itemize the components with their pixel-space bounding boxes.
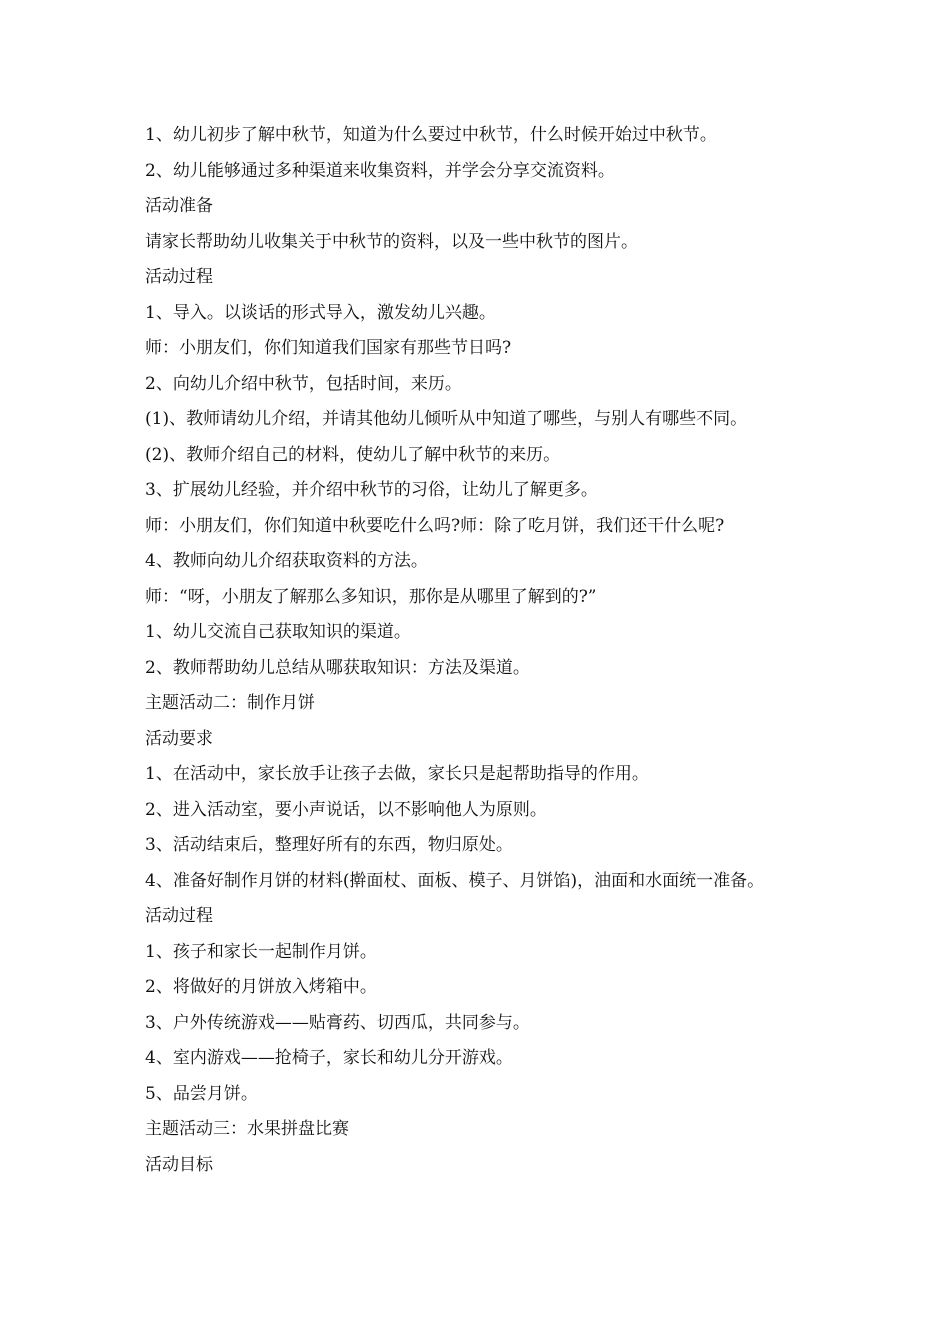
text-line: 1、孩子和家长一起制作月饼。: [145, 941, 377, 962]
section-heading: 活动目标: [145, 1154, 213, 1175]
text-line: 1、幼儿交流自己获取知识的渠道。: [145, 622, 411, 642]
section-heading: 活动过程: [145, 267, 213, 287]
section-heading: 活动准备: [145, 196, 213, 216]
text-line: 2、向幼儿介绍中秋节，包括时间，来历。: [145, 373, 462, 394]
section-heading: 主题活动三：水果拼盘比赛: [145, 1119, 349, 1139]
text-line: 5、品尝月饼。: [145, 1083, 258, 1104]
text-line: 4、室内游戏——抢椅子，家长和幼儿分开游戏。: [145, 1048, 513, 1068]
section-heading: 主题活动二：制作月饼: [145, 693, 315, 713]
section-heading: 活动过程: [145, 906, 213, 926]
text-line: 师：小朋友们，你们知道我们国家有那些节日吗?: [145, 338, 512, 358]
text-line: (1)、教师请幼儿介绍，并请其他幼儿倾听从中知道了哪些，与别人有哪些不同。: [145, 409, 748, 429]
text-line: (2)、教师介绍自己的材料，使幼儿了解中秋节的来历。: [145, 444, 561, 465]
document-body: [145, 118, 825, 1183]
text-line: 请家长帮助幼儿收集关于中秋节的资料，以及一些中秋节的图片。: [145, 231, 638, 252]
text-line: 3、扩展幼儿经验，并介绍中秋节的习俗，让幼儿了解更多。: [145, 480, 598, 500]
text-line: 1、在活动中，家长放手让孩子去做，家长只是起帮助指导的作用。: [145, 764, 649, 784]
text-line: 2、幼儿能够通过多种渠道来收集资料，并学会分享交流资料。: [145, 160, 615, 181]
text-line: 2、将做好的月饼放入烤箱中。: [145, 977, 377, 997]
text-line: 2、进入活动室，要小声说话，以不影响他人为原则。: [145, 799, 547, 820]
text-line: 3、活动结束后，整理好所有的东西，物归原处。: [145, 835, 513, 855]
text-line: 师：“呀，小朋友了解那么多知识，那你是从哪里了解到的?”: [145, 586, 597, 607]
text-line: 1、导入。以谈话的形式导入，激发幼儿兴趣。: [145, 302, 496, 323]
text-line: 2、教师帮助幼儿总结从哪获取知识：方法及渠道。: [145, 657, 530, 678]
text-line: 1、幼儿初步了解中秋节，知道为什么要过中秋节，什么时候开始过中秋节。: [145, 125, 717, 145]
text-line: 4、准备好制作月饼的材料(擀面杖、面板、模子、月饼馅)，油面和水面统一准备。: [145, 870, 765, 891]
text-line: 3、户外传统游戏——贴膏药、切西瓜，共同参与。: [145, 1012, 530, 1033]
text-line: 4、教师向幼儿介绍获取资料的方法。: [145, 551, 428, 571]
section-heading: 活动要求: [145, 728, 213, 749]
text-line: 师：小朋友们，你们知道中秋要吃什么吗?师：除了吃月饼，我们还干什么呢?: [145, 515, 725, 536]
